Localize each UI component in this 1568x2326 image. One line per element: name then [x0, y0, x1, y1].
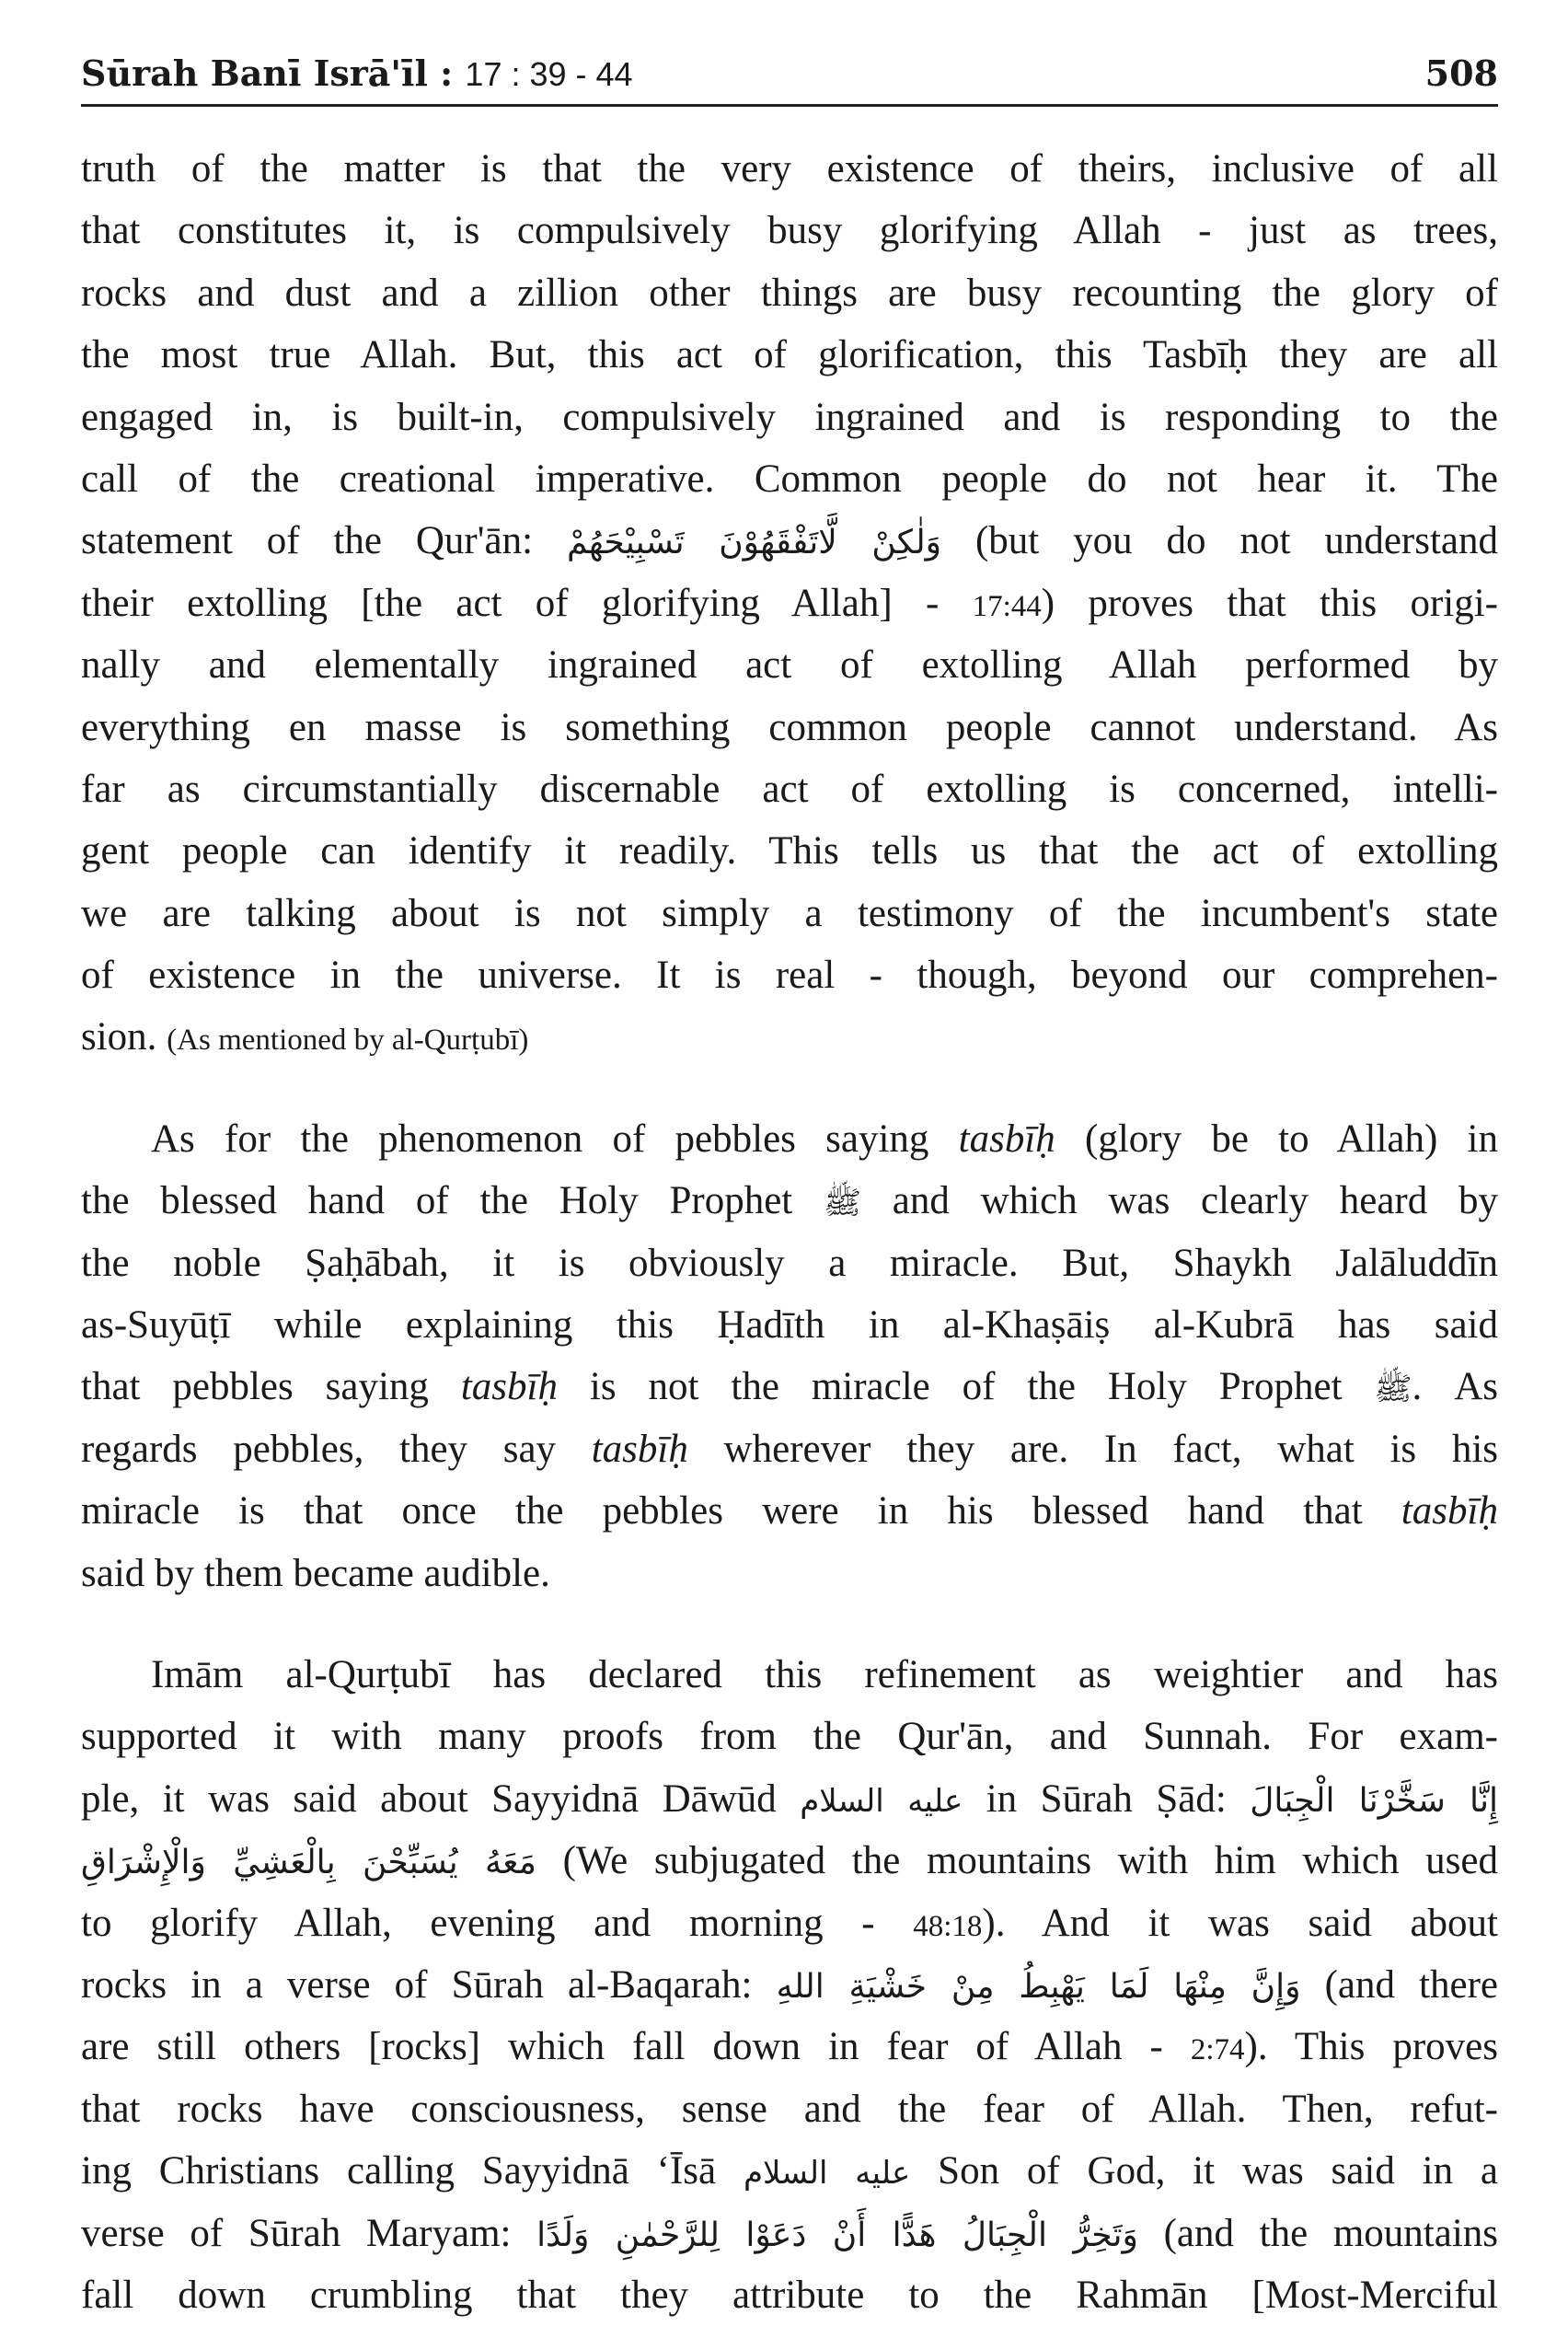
text-line: regards pebbles, they say tasbīḥ wherever they are. In fact, what is his — [81, 1427, 1498, 1471]
italic-term: tasbīḥ — [958, 1117, 1055, 1161]
verse-reference: 48:18 — [913, 1909, 983, 1943]
text-line: miracle is that once the pebbles were in his blessed hand that tasbīḥ — [81, 1489, 1498, 1533]
verse-reference: 2:74 — [1190, 2033, 1245, 2067]
text-line: gent people can identify it readily. This tells us that the act of extolling — [81, 829, 1498, 874]
text-line: we are talking about is not simply a testimony of the incumbent's state — [81, 891, 1498, 935]
text-line: sion. (As mentioned by al-Qurṭubī) — [81, 1015, 529, 1059]
text-line: truth of the matter is that the very existence of theirs, inclusive of all — [81, 147, 1498, 191]
text-line: the blessed hand of the Holy Prophet ﷺ and which was clearly heard by — [81, 1179, 1498, 1223]
salawat-icon: ﷺ — [823, 1185, 862, 1222]
salawat-icon: ﷺ — [1374, 1371, 1412, 1408]
text-line: مَعَهُ يُسَبِّحْنَ بِالْعَشِيِّ وَالْإِشْرَاقِ (We subjugated the mountains with him which used — [81, 1839, 1498, 1883]
alayhis-salam-icon: عليه السلام — [743, 2155, 911, 2193]
text-line: statement of the Qur'ān: وَلٰكِنْ لَّاتَفْقَهُوْنَ تَسْبِيْحَهُمْ (but you do not understand — [81, 519, 1498, 563]
text-line: fall down crumbling that they attribute to the Rahmān [Most-Merciful — [81, 2273, 1498, 2317]
arabic-quote: وَلٰكِنْ لَّاتَفْقَهُوْنَ تَسْبِيْحَهُمْ — [566, 524, 942, 562]
text-line: to glorify Allah, evening and morning - 48:18). And it was said about — [81, 1901, 1498, 1945]
text-line: rocks and dust and a zillion other things are busy recounting the glory of — [81, 271, 1498, 315]
text-line: that rocks have consciousness, sense and the fear of Allah. Then, refut- — [81, 2087, 1498, 2131]
text-line: ple, it was said about Sayyidnā Dāwūd عليه السلام in Sūrah Ṣād: إِنَّا سَخَّرْنَا الْجِبَالَ — [81, 1776, 1498, 1821]
arabic-quote: وَتَخِرُّ الْجِبَالُ هَدًّا أَنْ دَعَوْا لِلرَّحْمٰنِ وَلَدًا — [536, 2216, 1138, 2254]
text-line: as-Suyūṭī while explaining this Ḥadīth in al-Khaṣāiṣ al-Kubrā has said — [81, 1303, 1498, 1348]
alayhis-salam-icon: عليه السلام — [800, 1782, 963, 1820]
text-line: everything en masse is something common people cannot understand. As — [81, 705, 1498, 749]
text-line: rocks in a verse of Sūrah al-Baqarah: وَإِنَّ مِنْهَا لَمَا يَهْبِطُ مِنْ خَشْيَةِ اللهِ (and there — [81, 1962, 1498, 2007]
verse-reference: 17:44 — [972, 589, 1042, 623]
text-line: that pebbles saying tasbīḥ is not the miracle of the Holy Prophet ﷺ. As — [81, 1365, 1498, 1409]
page-number: 508 — [1424, 52, 1498, 94]
text-line: supported it with many proofs from the Qur'ān, and Sunnah. For exam- — [81, 1715, 1498, 1759]
citation: (As mentioned by al-Qurṭubī) — [167, 1024, 529, 1058]
text-line: the noble Ṣaḥābah, it is obviously a miracle. But, Shaykh Jalāluddīn — [81, 1241, 1498, 1285]
text-line: As for the phenomenon of pebbles saying tasbīḥ (glory be to Allah) in — [151, 1117, 1499, 1161]
text-line: of existence in the universe. It is real - though, beyond our comprehen- — [81, 954, 1498, 998]
arabic-quote: إِنَّا سَخَّرْنَا الْجِبَالَ — [1250, 1781, 1498, 1820]
text-line: ing Christians calling Sayyidnā ‘Īsā عليه السلام Son of God, it was said in a — [81, 2149, 1498, 2193]
text-line: call of the creational imperative. Common people do not hear it. The — [81, 457, 1498, 501]
text-line: verse of Sūrah Maryam: وَتَخِرُّ الْجِبَالُ هَدًّا أَنْ دَعَوْا لِلرَّحْمٰنِ وَلَدًا (and the mountains — [81, 2211, 1498, 2255]
arabic-quote: مَعَهُ يُسَبِّحْنَ بِالْعَشِيِّ وَالْإِشْرَاقِ — [81, 1844, 536, 1882]
paragraph-2 — [81, 1108, 1498, 1604]
text-line: that constitutes it, is compulsively busy glorifying Allah - just as trees, — [81, 209, 1498, 253]
running-title — [81, 46, 633, 102]
text-line: said by them became audible. — [81, 1551, 550, 1595]
italic-term: tasbīḥ — [591, 1427, 688, 1471]
header-rule — [81, 104, 1498, 107]
text-line: far as circumstantially discernable act of extolling is concerned, intelli- — [81, 767, 1498, 811]
paragraph-3 — [81, 1644, 1498, 2326]
text-line: the most true Allah. But, this act of glorification, this Tasbīḥ they are all — [81, 333, 1498, 377]
body-text — [81, 138, 1498, 2326]
italic-term: tasbīḥ — [460, 1365, 558, 1409]
verse-range: 17 : 39 - 44 — [465, 55, 633, 93]
text-line: nally and elementally ingrained act of extolling Allah performed by — [81, 643, 1498, 688]
arabic-quote: وَإِنَّ مِنْهَا لَمَا يَهْبِطُ مِنْ خَشْيَةِ اللهِ — [776, 1967, 1301, 2006]
text-line: Imām al-Qurṭubī has declared this refinement as weightier and has — [151, 1652, 1498, 1696]
surah-name: Sūrah Banī Isrā'īl : — [81, 52, 454, 94]
running-head — [81, 46, 1498, 101]
text-line: are still others [rocks] which fall down in fear of Allah - 2:74). This proves — [81, 2025, 1498, 2069]
paragraph-1 — [81, 138, 1498, 1069]
italic-term: tasbīḥ — [1401, 1489, 1498, 1533]
text-line: engaged in, is built-in, compulsively ingrained and is responding to the — [81, 395, 1498, 439]
text-line: their extolling [the act of glorifying Allah] - 17:44) proves that this origi- — [81, 581, 1498, 625]
